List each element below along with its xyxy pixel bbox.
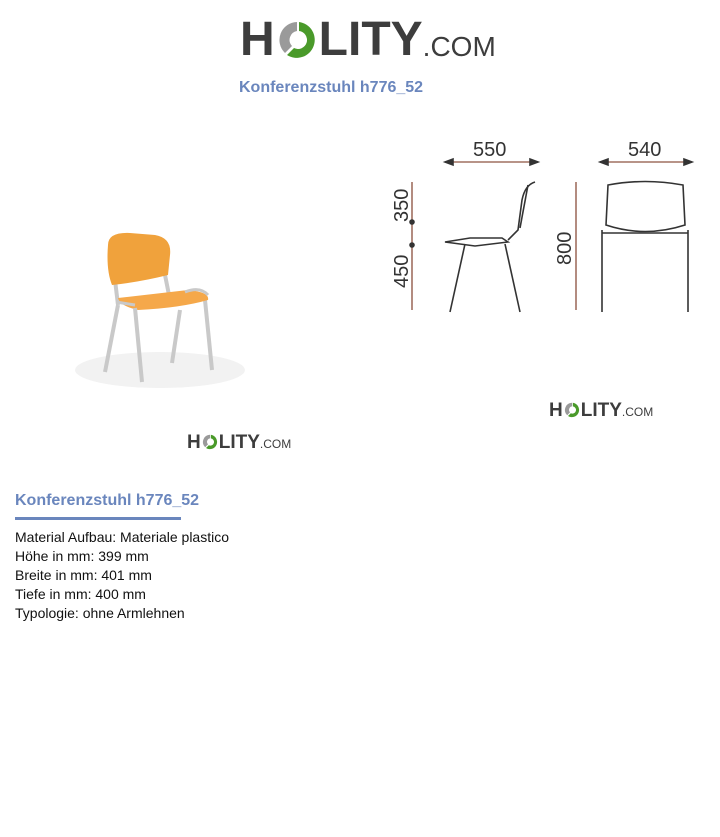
spec-material: Material Aufbau: Materiale plastico	[15, 529, 229, 545]
logo-letters-lity: LITY	[580, 400, 622, 421]
holity-logo-small-drawing	[549, 400, 653, 420]
spec-height: Höhe in mm: 399 mm	[15, 548, 149, 564]
spec-list	[15, 528, 229, 623]
logo-letters-lity: LITY	[218, 432, 260, 453]
title-underline	[15, 517, 181, 520]
holity-logo	[240, 14, 496, 64]
dim-back-height: 350	[391, 188, 413, 222]
logo-ring-icon	[564, 402, 580, 418]
dim-front-width: 540	[628, 139, 662, 161]
logo-ring-icon	[202, 434, 218, 450]
spec-depth: Tiefe in mm: 400 mm	[15, 586, 146, 602]
logo-letter-h: H	[187, 432, 201, 453]
details-title: Konferenzstuhl h776_52	[15, 492, 200, 509]
spec-type: Typologie: ohne Armlehnen	[15, 605, 185, 621]
dimension-drawing	[380, 130, 710, 330]
logo-letter-h: H	[549, 400, 563, 421]
logo-letters-lity: LITY	[318, 13, 423, 66]
dim-total-height: 800	[554, 231, 576, 265]
chair-photo	[60, 220, 260, 400]
logo-letter-h: H	[240, 13, 275, 66]
page-title: Konferenzstuhl h776_52	[239, 79, 424, 96]
holity-logo-small	[187, 432, 291, 452]
spec-width: Breite in mm: 401 mm	[15, 567, 152, 583]
logo-ring-icon	[277, 20, 317, 60]
dim-side-width: 550	[473, 139, 507, 161]
logo-domain: .COM	[259, 437, 292, 451]
dim-seat-height: 450	[391, 254, 413, 288]
logo-domain: .COM	[422, 31, 496, 62]
logo-domain: .COM	[621, 405, 654, 419]
